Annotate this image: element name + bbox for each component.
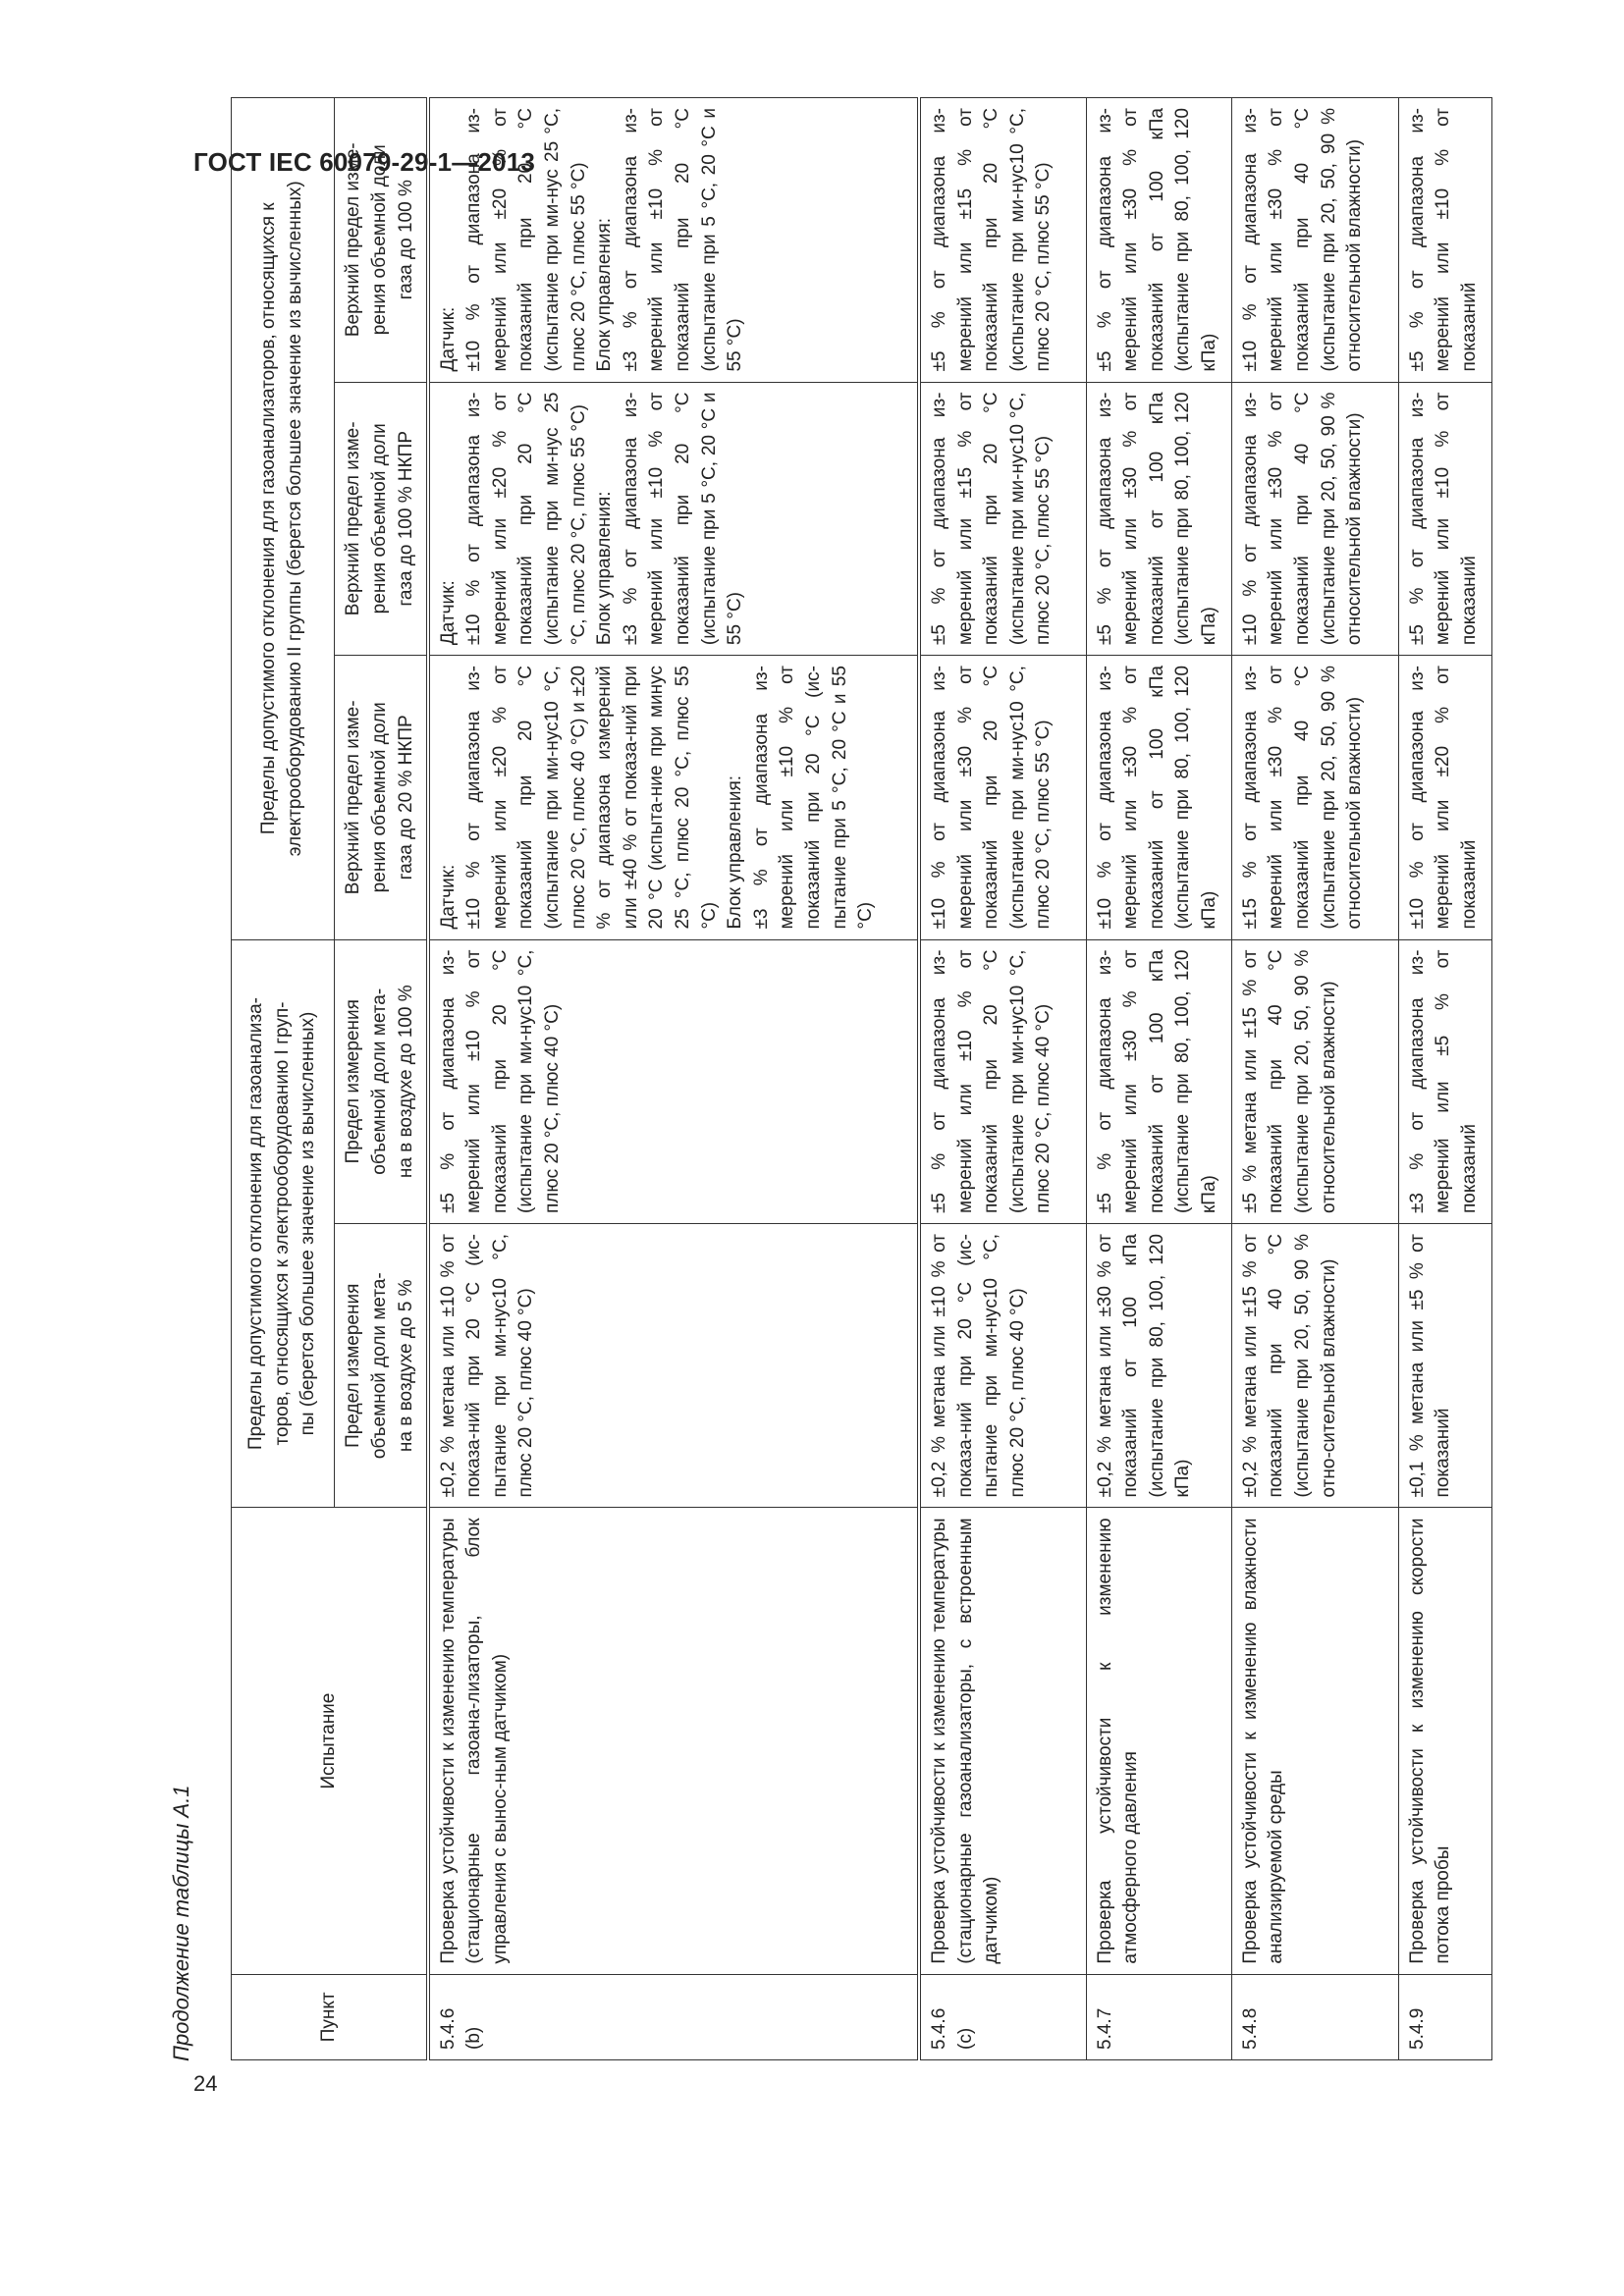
row-test: Проверка устойчивости к изменению температуры (стационарные газоанализаторы, с встроенным датчиком): [919, 1508, 1086, 1974]
header-col-2: Предел измерения объемной доли мета- на в воздухе до 100 %: [335, 939, 428, 1223]
row-test: Проверка устойчивости к изменению скорости потока пробы: [1398, 1508, 1491, 1974]
table-row: [428, 98, 919, 2060]
row-cell-2: ±5 % от диапазона из-мерений или ±10 % от показаний при 20 °С (испытание при ми-нус10 °С, плюс 20 °С, плюс 40 °С): [919, 939, 1086, 1223]
row-cell-5: ±5 % от диапазона из-мерений или ±10 % от показаний: [1398, 98, 1491, 383]
row-cell-5: ±10 % от диапазона из-мерений или ±30 % от показаний при 40 °С (испытание при 20, 50, 90 % относительной влажности): [1231, 98, 1398, 383]
row-cell-4: Датчик: ±10 % от диапазона из-мерений или ±20 % от показаний при 20 °С (испытание при ми-нус 25 °С, плюс 20 °С, плюс 55 °С) Блок управления: ±3 % от диапазона из-мерений или ±10 % от показаний при 20 °С (испытание при 5 °С, 20 °С и 55 °С): [428, 382, 919, 656]
row-test: Проверка устойчивости к изменению температуры (стационарные газоана-лизаторы, блок управления с вынос-ным датчиком): [428, 1508, 919, 1974]
header-punkt: Пункт: [232, 1974, 428, 2059]
row-cell-5: Датчик: ±10 % от диапазона из-мерений или ±20 % от показаний при 20 °С (испытание при ми-нус 25 °С, плюс 20 °С, плюс 55 °С) Блок управления: ±3 % от диапазона из-мерений или ±10 % от показаний при 20 °С (испытание при 5 °С, 20 °С и 55 °С): [428, 98, 919, 383]
row-cell-2: ±5 % метана или ±15 % от показаний при 40 °С (испытание при 20, 50, 90 % относительной влажности): [1231, 939, 1398, 1223]
row-punkt: 5.4.8: [1231, 1974, 1398, 2059]
header-col-1: Предел измерения объемной доли мета- на в воздухе до 5 %: [335, 1224, 428, 1508]
row-cell-1: ±0,1 % метана или ±5 % от показаний: [1398, 1224, 1491, 1508]
table-row: [1231, 98, 1398, 2060]
table-row: [1086, 98, 1231, 2060]
row-cell-4: ±5 % от диапазона из-мерений или ±30 % от показаний от 100 кПа (испытание при 80, 100, 120 кПа): [1086, 382, 1231, 656]
row-cell-3: ±10 % от диапазона из-мерений или ±30 % от показаний при 20 °С (испытание при ми-нус10 °С, плюс 20 °С, плюс 55 °С): [919, 656, 1086, 939]
table-row: [1398, 98, 1491, 2060]
header-test: Испытание: [232, 1508, 428, 1974]
row-punkt: 5.4.6 (b): [428, 1974, 919, 2059]
header-group-1: Пределы допустимого отклонения для газоанализа- торов, относящихся к электрооборудованию I груп- пы (берется большее значение из вычисленных): [232, 939, 335, 1508]
row-punkt: 5.4.9: [1398, 1974, 1491, 2059]
row-cell-1: ±0,2 % метана или ±10 % от показа-ний при 20 °С (ис-пытание при ми-нус10 °С, плюс 20 °С, плюс 40 °С): [428, 1224, 919, 1508]
header-col-3: Верхний предел изме- рения объемной доли газа до 20 % НКПР: [335, 656, 428, 939]
row-cell-2: ±3 % от диапазона из-мерений или ±5 % от показаний: [1398, 939, 1491, 1223]
header-row-top: [232, 98, 335, 2060]
row-punkt: 5.4.7: [1086, 1974, 1231, 2059]
header-group-2: Пределы допустимого отклонения для газоанализаторов, относящихся к электрооборудованию II группы (берется большее значение из вычисленных): [232, 98, 335, 940]
row-cell-4: ±10 % от диапазона из-мерений или ±30 % от показаний при 40 °С (испытание при 20, 50, 90 % относительной влажности): [1231, 382, 1398, 656]
row-cell-1: ±0,2 % метана или ±30 % от показаний от 100 кПа (испытание при 80, 100, 120 кПа): [1086, 1224, 1231, 1508]
row-cell-3: ±10 % от диапазона из-мерений или ±20 % от показаний: [1398, 656, 1491, 939]
table-caption: Продолжение таблицы А.1: [169, 1785, 193, 2061]
standard-header: ГОСТ IEC 60079-29-1—2013: [193, 147, 536, 177]
row-cell-3: ±10 % от диапазона из-мерений или ±30 % от показаний от 100 кПа (испытание при 80, 100, 120 кПа): [1086, 656, 1231, 939]
row-test: Проверка устойчивости к изменению атмосферного давления: [1086, 1508, 1231, 1974]
row-cell-5: ±5 % от диапазона из-мерений или ±30 % от показаний от 100 кПа (испытание при 80, 100, 120 кПа): [1086, 98, 1231, 383]
page-number: 24: [193, 2071, 218, 2096]
row-test: Проверка устойчивости к изменению влажности анализируемой среды: [1231, 1508, 1398, 1974]
header-col-5: Верхний предел изме- рения объемной доли газа до 100 %: [335, 98, 428, 383]
table-row: [919, 98, 1086, 2060]
row-cell-1: ±0,2 % метана или ±10 % от показа-ний при 20 °С (ис-пытание при ми-нус10 °С, плюс 20 °С, плюс 40 °С): [919, 1224, 1086, 1508]
row-cell-2: ±5 % от диапазона из-мерений или ±30 % от показаний от 100 кПа (испытание при 80, 100, 120 кПа): [1086, 939, 1231, 1223]
rotated-table-wrapper: [231, 97, 1492, 2060]
row-cell-5: ±5 % от диапазона из-мерений или ±15 % от показаний при 20 °С (испытание при ми-нус10 °С, плюс 20 °С, плюс 55 °С): [919, 98, 1086, 383]
row-cell-4: ±5 % от диапазона из-мерений или ±15 % от показаний при 20 °С (испытание при ми-нус10 °С, плюс 20 °С, плюс 55 °С): [919, 382, 1086, 656]
requirements-table: [231, 97, 1492, 2060]
row-punkt: 5.4.6 (c): [919, 1974, 1086, 2059]
row-cell-2: ±5 % от диапазона из-мерений или ±10 % от показаний при 20 °С (испытание при ми-нус10 °С, плюс 20 °С, плюс 40 °С): [428, 939, 919, 1223]
row-cell-1: ±0,2 % метана или ±15 % от показаний при 40 °С (испытание при 20, 50, 90 % отно-сительной влажности): [1231, 1224, 1398, 1508]
row-cell-4: ±5 % от диапазона из-мерений или ±10 % от показаний: [1398, 382, 1491, 656]
row-cell-3: Датчик: ±10 % от диапазона из-мерений или ±20 % от показаний при 20 °С (испытание при ми-нус10 °С, плюс 20 °С, плюс 40 °С) и ±20 % от диапазона измерений или ±40 % от показа-ний при 20 °С (испыта-ние при минус 25 °С, плюс 20 °С, плюс 55 °С) Блок управления: ±3 % от диапазона из-мерений или ±10 % от показаний при 20 °С (ис-пытание при 5 °С, 20 °С и 55 °С): [428, 656, 919, 939]
header-col-4: Верхний предел изме- рения объемной доли газа до 100 % НКПР: [335, 382, 428, 656]
row-cell-3: ±15 % от диапазона из-мерений или ±30 % от показаний при 40 °С (испытание при 20, 50, 90 % относительной влажности): [1231, 656, 1398, 939]
